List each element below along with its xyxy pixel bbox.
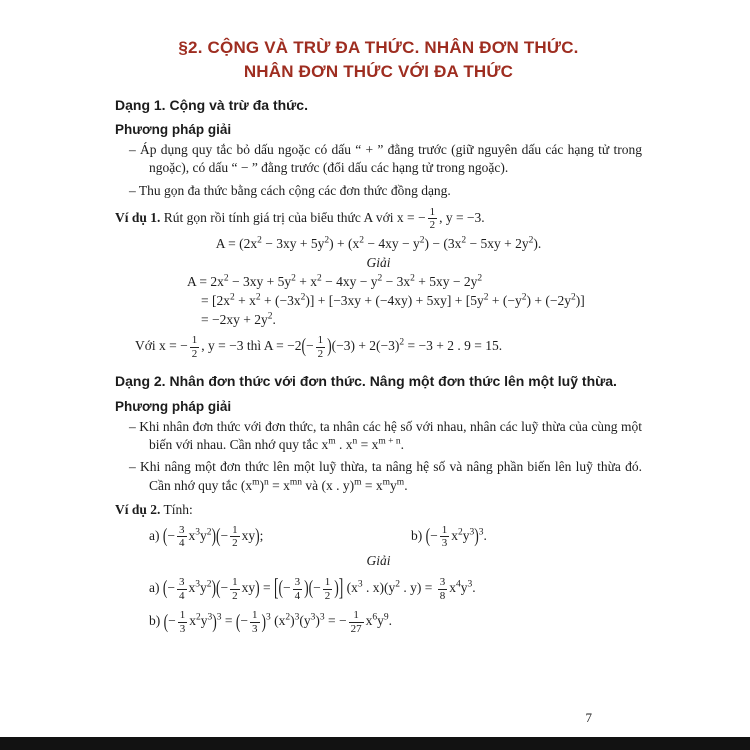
- dang1-bullet-1: – Áp dụng quy tắc bỏ dấu ngoặc có dấu “ + ” đằng trước (giữ nguyên dấu các hạng tử trong ngoặc), có dấu “ − ” đằng trước (đổi dấu các hạng tử trong ngoặc).: [129, 142, 642, 176]
- solution1-step2: = $[2x^2 + x^2 + (-3x^2)] + [-3xy + (-4xy) + 5xy] + [5y^2 + (-y^2) + (-2y^2)]$: [201, 292, 585, 309]
- dang2-bullet-2: – Khi nâng một đơn thức lên một luỹ thừa, ta nâng hệ số và nâng phần biến lên luỹ thừa đó. Cần nhớ quy tắc $(x^m)^n = x^{mn}$ và (x . $y)^m = x^my^m$.: [129, 459, 642, 493]
- dang1-heading: Dạng 1. Cộng và trừ đa thức.: [115, 96, 308, 113]
- solution1-label: Giải: [366, 255, 391, 271]
- example2-part-a: a) (− $\frac{3}{4}$ $x^3y^2)(-$ $\frac{1}{2}$ xy);: [149, 523, 264, 550]
- section-title: [115, 36, 642, 84]
- solution2-label: Giải: [366, 553, 391, 569]
- example2-statement: Ví dụ 2. Tính:: [115, 501, 193, 517]
- section-title-line1: §2. CỘNG VÀ TRỪ ĐA THỨC. NHÂN ĐƠN THỨC.: [178, 38, 579, 57]
- solution1-evaluation: Với x = − $\frac{1}{2}$ , y = −3 thì A = −2(− $\frac{1}{2}$ )$(-3) + 2(-3)^2 = -3 + 2$ . 9 = 15.: [135, 334, 503, 360]
- footer-bar: [0, 737, 750, 750]
- example1-expression: $A = (2x^2 - 3xy + 5y^2) + (x^2 - 4xy - y^2) - (3x^2 - 5xy + 2y^2)$.: [215, 235, 542, 252]
- dang1-method-label: Phương pháp giải: [115, 122, 232, 138]
- example2-parts: [149, 524, 642, 550]
- dang1-bullet-2: – Thu gọn đa thức bằng cách cộng các đơn thức đồng dạng.: [129, 182, 451, 198]
- solution1-step1: $A = 2x^2 - 3xy + 5y^2 + x^2 - 4xy - y^2 - 3x^2 + 5xy - 2y^2$: [187, 273, 483, 290]
- example2-part-b: b) (− $\frac{1}{3}$ $x^2y^3)^3$.: [411, 523, 487, 550]
- solution2-part-b: b) (− $\frac{1}{3}$ $x^2y^3)^3$ = (− $\frac{1}{3}$ )$^3$ $(x^2)^3(y^3)^3$ = − $\frac{1}{27}$ $x^6y^9$.: [149, 609, 392, 635]
- solution2-part-a: a) (− $\frac{3}{4}$ $x^3y^2)(-$ $\frac{1}{2}$ xy) = [(− $\frac{3}{4}$ )(− $\frac{1}{2}$ )] ($x^3$ . $x)(y^2$ . y) = $\frac{3}{8}$ $x^4y^3$.: [149, 573, 476, 602]
- example1-statement: Ví dụ 1. Rút gọn rồi tính giá trị của biểu thức A với x = − $\frac{1}{2}$ , y = −3.: [115, 205, 485, 232]
- dang2-method-label: Phương pháp giải: [115, 399, 232, 414]
- page-number: 7: [585, 710, 592, 725]
- solution1-step3: = $-2xy + 2y^2$.: [201, 311, 276, 328]
- dang2-heading: Dạng 2. Nhân đơn thức với đơn thức. Nâng một đơn thức lên một luỹ thừa.: [115, 373, 617, 390]
- dang2-bullet-1: – Khi nhân đơn thức với đơn thức, ta nhân các hệ số với nhau, nhân các luỹ thừa của cùng một biến với nhau. Cần nhớ quy tắc $x^m$ . $x^n = x^{m + n}$.: [129, 419, 642, 453]
- section-title-line2: NHÂN ĐƠN THỨC VỚI ĐA THỨC: [243, 61, 514, 81]
